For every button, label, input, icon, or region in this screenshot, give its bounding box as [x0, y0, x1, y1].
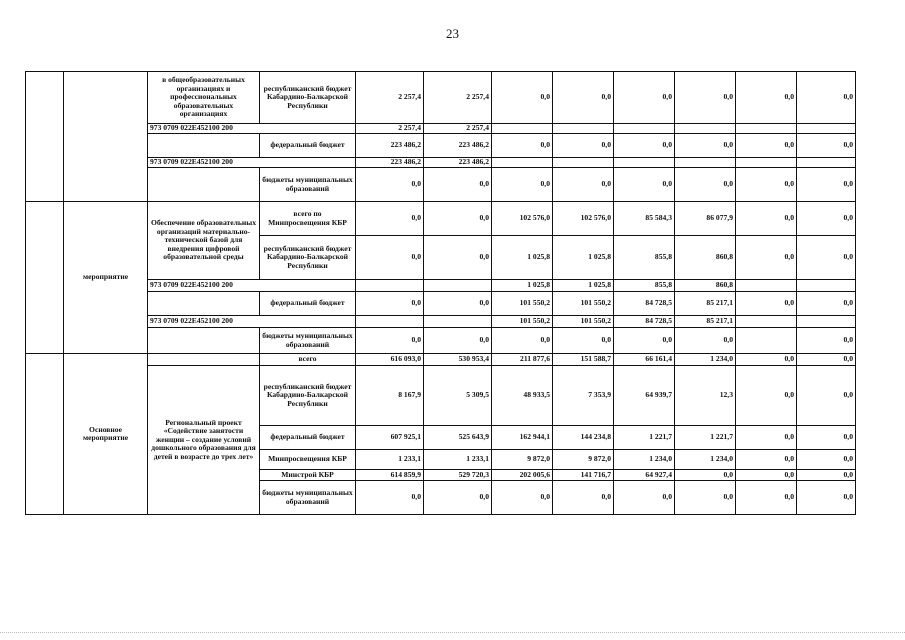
value-cell: 0,0: [797, 426, 856, 450]
value-cell: 0,0: [797, 366, 856, 426]
value-cell: 0,0: [553, 72, 614, 124]
value-cell: 102 576,0: [553, 202, 614, 236]
value-cell: 0,0: [492, 328, 553, 354]
value-cell: 0,0: [736, 366, 797, 426]
value-cell: 0,0: [424, 236, 492, 280]
value-cell: [736, 280, 797, 292]
value-cell: [736, 316, 797, 328]
value-cell: 0,0: [614, 328, 675, 354]
value-cell: 1 025,8: [553, 280, 614, 292]
funding-source-cell: федеральный бюджет: [260, 292, 356, 316]
value-cell: 1 234,0: [675, 450, 736, 470]
value-cell: 0,0: [675, 168, 736, 202]
value-cell: 102 576,0: [492, 202, 553, 236]
value-cell: 2 257,4: [424, 124, 492, 134]
value-cell: 0,0: [797, 354, 856, 366]
value-cell: 151 588,7: [553, 354, 614, 366]
value-cell: 0,0: [492, 134, 553, 158]
activity-name-cell: [148, 328, 260, 354]
budget-table: [25, 71, 856, 515]
value-cell: 1 221,7: [675, 426, 736, 450]
value-cell: 2 257,4: [424, 72, 492, 124]
value-cell: [356, 316, 424, 328]
value-cell: 0,0: [797, 450, 856, 470]
value-cell: 616 093,0: [356, 354, 424, 366]
activity-name-cell: [148, 168, 260, 202]
value-cell: 64 939,7: [614, 366, 675, 426]
activity-name-cell: в общеобразовательных организациях и профессиональных образовательных организациях: [148, 72, 260, 124]
block-type-cell: Основное мероприятие: [64, 354, 148, 515]
value-cell: 0,0: [492, 481, 553, 515]
activity-name-cell: [148, 292, 260, 316]
value-cell: [736, 328, 797, 354]
block-number-cell: [26, 72, 64, 202]
value-cell: 0,0: [736, 450, 797, 470]
activity-name-cell: [148, 134, 260, 158]
value-cell: [492, 158, 553, 168]
value-cell: 0,0: [356, 292, 424, 316]
funding-source-cell: всего: [260, 354, 356, 366]
funding-source-cell: федеральный бюджет: [260, 426, 356, 450]
value-cell: 0,0: [614, 168, 675, 202]
value-cell: 0,0: [736, 292, 797, 316]
value-cell: 1 233,1: [356, 450, 424, 470]
value-cell: 144 234,8: [553, 426, 614, 450]
value-cell: 0,0: [424, 168, 492, 202]
value-cell: 614 859,9: [356, 470, 424, 481]
value-cell: 7 353,9: [553, 366, 614, 426]
value-cell: 0,0: [492, 168, 553, 202]
activity-name-cell: Обеспечение образовательных организаций материально-технической базой для внедрения цифровой образовательной среды: [148, 202, 260, 280]
value-cell: [797, 124, 856, 134]
value-cell: 202 005,6: [492, 470, 553, 481]
funding-source-cell: республиканский бюджет Кабардино-Балкарской Республики: [260, 236, 356, 280]
value-cell: 0,0: [736, 426, 797, 450]
value-cell: [492, 124, 553, 134]
value-cell: 860,8: [675, 280, 736, 292]
funding-source-cell: всего по Минпросвещения КБР: [260, 202, 356, 236]
value-cell: 1 233,1: [424, 450, 492, 470]
value-cell: 0,0: [356, 328, 424, 354]
value-cell: 0,0: [736, 481, 797, 515]
value-cell: 0,0: [675, 481, 736, 515]
value-cell: 0,0: [736, 134, 797, 158]
funding-source-cell: Минпросвещения КБР: [260, 450, 356, 470]
value-cell: [614, 158, 675, 168]
value-cell: 85 584,3: [614, 202, 675, 236]
value-cell: 0,0: [614, 134, 675, 158]
value-cell: 1 025,8: [553, 236, 614, 280]
value-cell: 0,0: [424, 292, 492, 316]
value-cell: [675, 158, 736, 168]
funding-source-cell: бюджеты муниципальных образований: [260, 481, 356, 515]
value-cell: [736, 158, 797, 168]
value-cell: 0,0: [553, 328, 614, 354]
value-cell: 0,0: [675, 134, 736, 158]
value-cell: 0,0: [797, 134, 856, 158]
value-cell: 211 877,6: [492, 354, 553, 366]
value-cell: 64 927,4: [614, 470, 675, 481]
value-cell: [614, 124, 675, 134]
table-row: [26, 124, 856, 134]
value-cell: 0,0: [424, 202, 492, 236]
value-cell: [553, 158, 614, 168]
value-cell: 223 486,2: [424, 134, 492, 158]
value-cell: 223 486,2: [356, 134, 424, 158]
value-cell: [356, 280, 424, 292]
value-cell: 0,0: [492, 72, 553, 124]
value-cell: [424, 316, 492, 328]
budget-code-cell: 973 0709 022E452100 200: [148, 316, 356, 328]
budget-code-cell: 973 0709 022E452100 200: [148, 280, 356, 292]
value-cell: 0,0: [797, 72, 856, 124]
funding-source-cell: республиканский бюджет Кабардино-Балкарской Республики: [260, 72, 356, 124]
value-cell: 9 872,0: [553, 450, 614, 470]
value-cell: [736, 124, 797, 134]
value-cell: 0,0: [736, 168, 797, 202]
block-number-cell: [26, 202, 64, 354]
value-cell: 0,0: [675, 470, 736, 481]
value-cell: 525 643,9: [424, 426, 492, 450]
table-row: [26, 72, 856, 124]
value-cell: 1 025,8: [492, 236, 553, 280]
value-cell: 2 257,4: [356, 124, 424, 134]
funding-source-cell: бюджеты муниципальных образований: [260, 328, 356, 354]
table-row: [26, 354, 856, 366]
block-type-cell: [64, 72, 148, 202]
value-cell: 84 728,5: [614, 316, 675, 328]
value-cell: 530 953,4: [424, 354, 492, 366]
value-cell: 0,0: [424, 328, 492, 354]
value-cell: 48 933,5: [492, 366, 553, 426]
value-cell: 0,0: [736, 354, 797, 366]
value-cell: 1 234,0: [675, 354, 736, 366]
value-cell: 0,0: [736, 72, 797, 124]
table-row: [26, 280, 856, 292]
value-cell: 0,0: [553, 481, 614, 515]
activity-name-cell: Региональный проект «Содействие занятости женщин – создание условий дошкольного образования для детей в возрасте до трех лет»: [148, 366, 260, 515]
value-cell: 855,8: [614, 236, 675, 280]
value-cell: 529 720,3: [424, 470, 492, 481]
table-row: [26, 366, 856, 426]
value-cell: 0,0: [356, 202, 424, 236]
value-cell: 0,0: [675, 72, 736, 124]
value-cell: [797, 280, 856, 292]
value-cell: 1 025,8: [492, 280, 553, 292]
value-cell: 1 234,0: [614, 450, 675, 470]
value-cell: 84 728,5: [614, 292, 675, 316]
value-cell: 0,0: [797, 481, 856, 515]
block-number-cell: [26, 354, 64, 515]
value-cell: 0,0: [797, 236, 856, 280]
value-cell: [797, 158, 856, 168]
value-cell: 0,0: [614, 481, 675, 515]
value-cell: 1 221,7: [614, 426, 675, 450]
value-cell: 2 257,4: [356, 72, 424, 124]
value-cell: 0,0: [356, 481, 424, 515]
value-cell: 607 925,1: [356, 426, 424, 450]
table-row: [26, 134, 856, 158]
table-row: [26, 202, 856, 236]
value-cell: 0,0: [797, 328, 856, 354]
value-cell: 86 077,9: [675, 202, 736, 236]
table-row: [26, 292, 856, 316]
table-row: [26, 328, 856, 354]
value-cell: 0,0: [797, 292, 856, 316]
value-cell: 223 486,2: [356, 158, 424, 168]
value-cell: 0,0: [797, 168, 856, 202]
value-cell: 0,0: [356, 236, 424, 280]
value-cell: 0,0: [675, 328, 736, 354]
value-cell: 0,0: [736, 236, 797, 280]
value-cell: 101 550,2: [553, 292, 614, 316]
value-cell: 223 486,2: [424, 158, 492, 168]
value-cell: 0,0: [797, 470, 856, 481]
table-row: [26, 316, 856, 328]
value-cell: 0,0: [797, 202, 856, 236]
funding-source-cell: федеральный бюджет: [260, 134, 356, 158]
value-cell: [675, 124, 736, 134]
funding-source-cell: бюджеты муниципальных образований: [260, 168, 356, 202]
value-cell: 101 550,2: [492, 292, 553, 316]
value-cell: 0,0: [424, 481, 492, 515]
value-cell: 0,0: [736, 202, 797, 236]
funding-source-cell: Минстрой КБР: [260, 470, 356, 481]
value-cell: 0,0: [553, 134, 614, 158]
value-cell: [424, 280, 492, 292]
funding-source-cell: республиканский бюджет Кабардино-Балкарской Республики: [260, 366, 356, 426]
value-cell: 101 550,2: [553, 316, 614, 328]
budget-code-cell: 973 0709 022E452100 200: [148, 124, 356, 134]
value-cell: 101 550,2: [492, 316, 553, 328]
value-cell: 12,3: [675, 366, 736, 426]
budget-code-cell: 973 0709 022E452100 200: [148, 158, 356, 168]
value-cell: 85 217,1: [675, 316, 736, 328]
block-type-cell: мероприятие: [64, 202, 148, 354]
value-cell: 0,0: [736, 470, 797, 481]
value-cell: 0,0: [356, 168, 424, 202]
value-cell: 860,8: [675, 236, 736, 280]
activity-name-cell: [148, 354, 260, 366]
value-cell: [797, 316, 856, 328]
value-cell: [553, 124, 614, 134]
value-cell: 162 944,1: [492, 426, 553, 450]
scan-artifact-line: [0, 632, 905, 634]
page-number: 23: [446, 26, 459, 41]
value-cell: 141 716,7: [553, 470, 614, 481]
value-cell: 5 309,5: [424, 366, 492, 426]
value-cell: 85 217,1: [675, 292, 736, 316]
value-cell: 0,0: [553, 168, 614, 202]
value-cell: 9 872,0: [492, 450, 553, 470]
table-row: [26, 158, 856, 168]
value-cell: 855,8: [614, 280, 675, 292]
table-row: [26, 168, 856, 202]
value-cell: 8 167,9: [356, 366, 424, 426]
value-cell: 0,0: [614, 72, 675, 124]
value-cell: 66 161,4: [614, 354, 675, 366]
